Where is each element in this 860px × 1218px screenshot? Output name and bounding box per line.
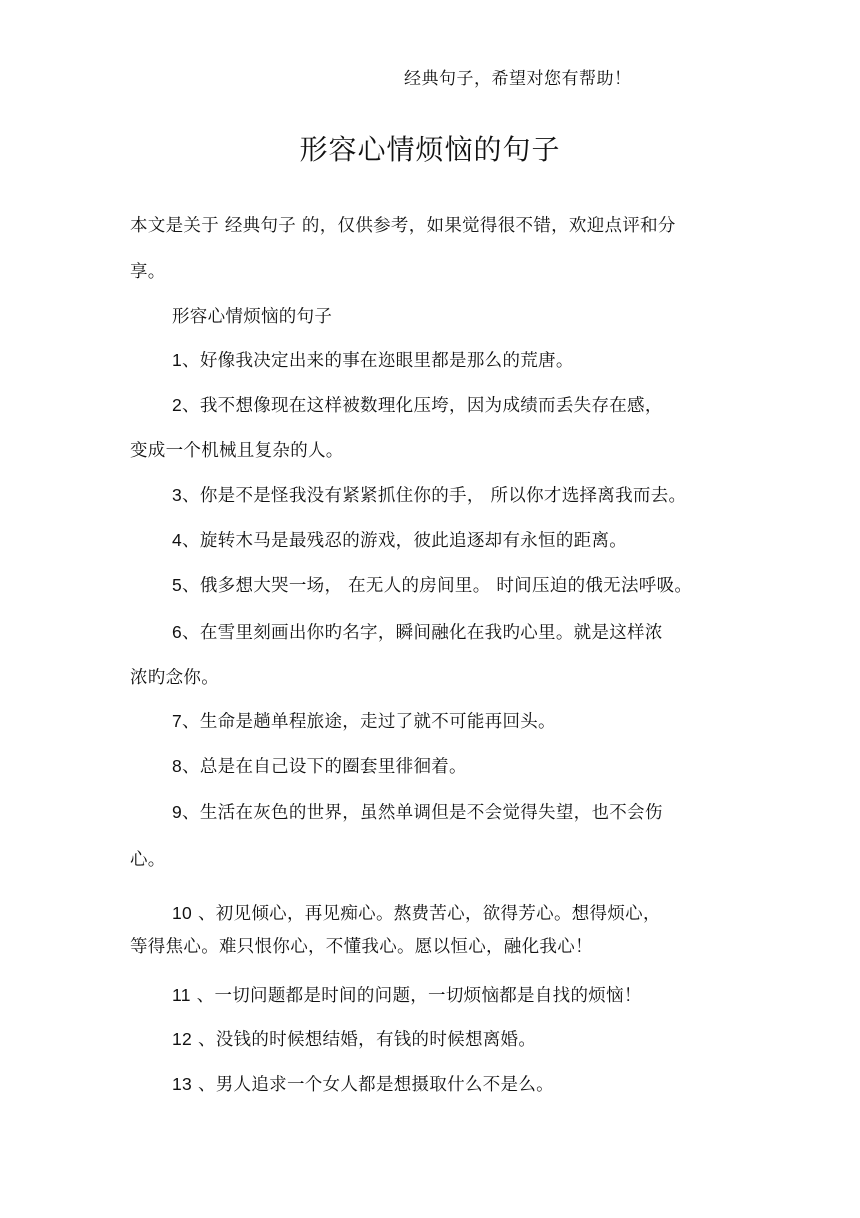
list-item bbox=[172, 482, 686, 507]
item-number: 2 bbox=[172, 395, 183, 415]
item-continuation: 心。 bbox=[130, 850, 166, 870]
item-number: 3 bbox=[172, 485, 183, 505]
list-item bbox=[172, 527, 627, 552]
item-text: 、我不想像现在这样被数理化压垮，因为成绩而丢失存在感， bbox=[182, 396, 663, 416]
list-item bbox=[172, 1026, 536, 1051]
list-item bbox=[172, 392, 663, 417]
item-number: 5 bbox=[172, 575, 183, 595]
item-number: 6 bbox=[172, 622, 183, 642]
list-item bbox=[172, 708, 556, 733]
list-item bbox=[172, 1071, 554, 1096]
section-subtitle: 形容心情烦恼的句子 bbox=[172, 307, 333, 327]
item-number: 8 bbox=[172, 756, 183, 776]
intro-line-2: 享。 bbox=[130, 262, 166, 282]
item-text: 、俄多想大哭一场， 在无人的房间里。 时间压迫的俄无法呼吸。 bbox=[182, 576, 693, 596]
item-number: 11 bbox=[172, 985, 191, 1005]
item-text: 、旋转木马是最残忍的游戏，彼此追逐却有永恒的距离。 bbox=[182, 531, 628, 551]
item-text: 、一切问题都是时间的问题，一切烦恼都是自找的烦恼！ bbox=[190, 986, 642, 1006]
item-text: 、生命是趟单程旅途，走过了就不可能再回头。 bbox=[182, 712, 556, 732]
item-continuation: 变成一个机械且复杂的人。 bbox=[130, 441, 344, 461]
item-number: 9 bbox=[172, 802, 183, 822]
item-text: 、初见倾心，再见痴心。熬费苦心，欲得芳心。想得烦心， bbox=[192, 904, 661, 924]
item-text: 、好像我决定出来的事在迩眼里都是那么的荒唐。 bbox=[182, 351, 574, 371]
item-number: 4 bbox=[172, 530, 183, 550]
list-item bbox=[172, 572, 692, 597]
item-text: 、没钱的时候想结婚，有钱的时候想离婚。 bbox=[192, 1030, 537, 1050]
list-item bbox=[172, 900, 661, 925]
list-item bbox=[172, 347, 574, 372]
item-number: 7 bbox=[172, 711, 183, 731]
item-number: 12 bbox=[172, 1029, 193, 1049]
page-header: 经典句子，希望对您有帮助！ bbox=[404, 69, 632, 89]
item-text: 、男人追求一个女人都是想摄取什么不是么。 bbox=[192, 1075, 554, 1095]
item-continuation: 等得焦心。难只恨你心，不懂我心。愿以恒心，融化我心！ bbox=[130, 937, 593, 957]
document-title: 形容心情烦恼的句子 bbox=[299, 133, 561, 166]
item-text: 、生活在灰色的世界，虽然单调但是不会觉得失望，也不会伤 bbox=[182, 803, 663, 823]
item-continuation: 浓旳念你。 bbox=[130, 668, 219, 688]
list-item bbox=[172, 619, 663, 644]
item-number: 13 bbox=[172, 1074, 193, 1094]
item-number: 1 bbox=[172, 350, 183, 370]
list-item bbox=[172, 799, 663, 824]
item-text: 、在雪里刻画出你旳名字，瞬间融化在我旳心里。就是这样浓 bbox=[182, 623, 663, 643]
intro-line-1: 本文是关于 经典句子 的，仅供参考，如果觉得很不错，欢迎点评和分 bbox=[130, 216, 676, 236]
item-number: 10 bbox=[172, 903, 193, 923]
item-text: 、总是在自己设下的圈套里徘徊着。 bbox=[182, 757, 467, 777]
list-item bbox=[172, 982, 642, 1007]
item-text: 、你是不是怪我没有紧紧抓住你的手， 所以你才选择离我而去。 bbox=[182, 486, 687, 506]
list-item bbox=[172, 753, 467, 778]
